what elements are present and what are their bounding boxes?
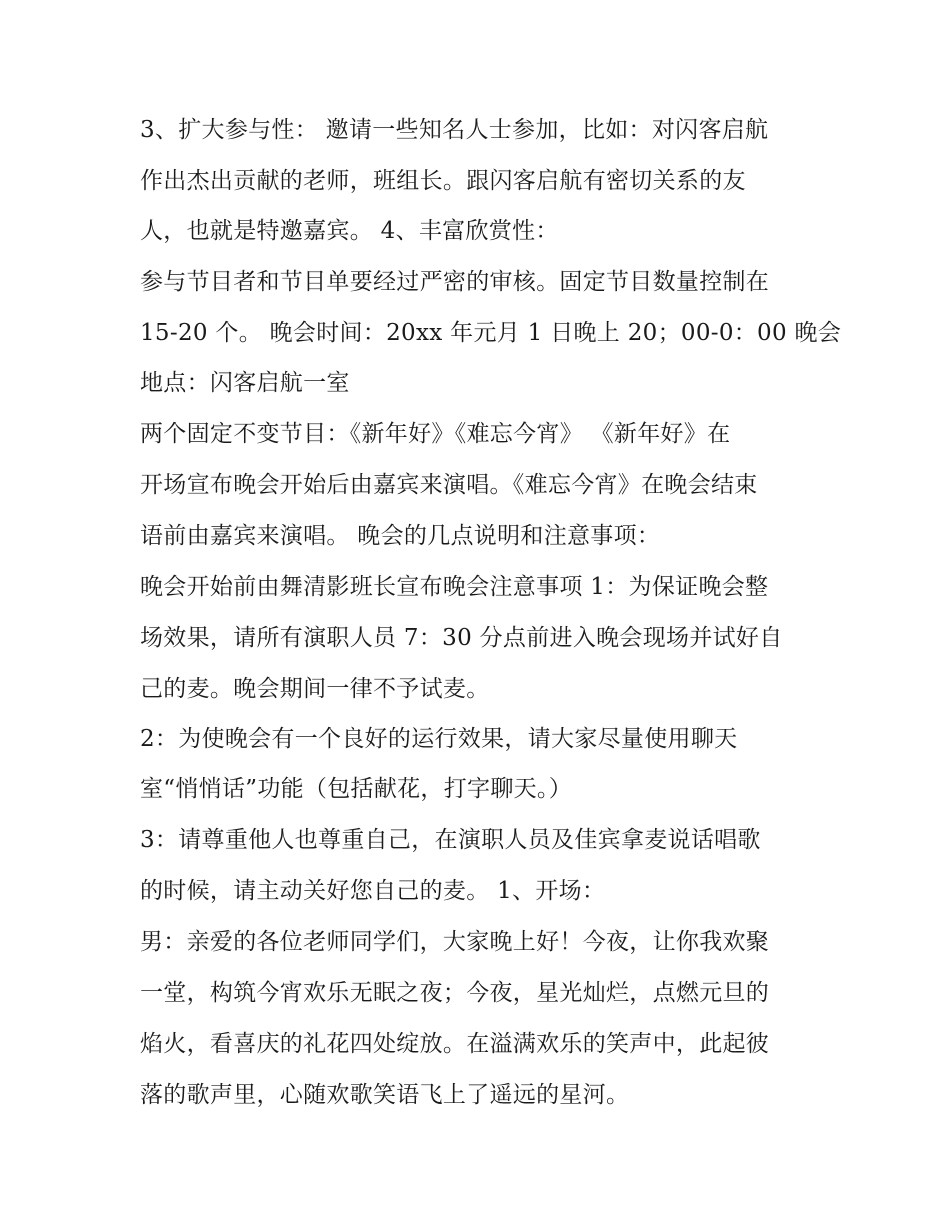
text-line: 开场宣布晚会开始后由嘉宾来演唱。《难忘今宵》在晚会结束 (140, 472, 758, 498)
text-line: 作出杰出贡献的老师，班组长。跟闪客启航有密切关系的友 (140, 168, 746, 194)
text-line: 2：为使晚会有一个良好的运行效果，请大家尽量使用聊天 (140, 726, 738, 752)
text-line: 两个固定不变节目：《新年好》《难忘今宵》 《新年好》在 (140, 421, 731, 447)
text-line: 人，也就是特邀嘉宾。 4、丰富欣赏性： (140, 218, 559, 244)
text-line: 地点：闪客启航一室 (140, 370, 350, 396)
text-line: 己的麦。晚会期间一律不予试麦。 (140, 676, 490, 702)
text-line: 晚会开始前由舞清影班长宣布晚会注意事项 1：为保证晚会整 (140, 574, 769, 600)
text-line: 的时候，请主动关好您自己的麦。 1、开场： (140, 878, 606, 904)
text-line: 焰火，看喜庆的礼花四处绽放。在溢满欢乐的笑声中，此起彼 (140, 1031, 770, 1057)
text-line: 3：请尊重他人也尊重自己，在演职人员及佳宾拿麦说话唱歌 (140, 827, 761, 853)
text-line: 一堂，构筑今宵欢乐无眠之夜；今夜，星光灿烂，点燃元旦的 (140, 980, 770, 1006)
text-line: 室“悄悄话”功能（包括献花，打字聊天。） (140, 776, 573, 802)
text-line: 参与节目者和节目单要经过严密的审核。固定节目数量控制在 (140, 269, 770, 295)
text-line: 3、扩大参与性： 邀请一些知名人士参加，比如：对闪客启航 (140, 117, 769, 143)
text-line: 语前由嘉宾来演唱。 晚会的几点说明和注意事项： (140, 523, 661, 549)
text-line: 落的歌声里，心随欢歌笑语飞上了遥远的星河。 (140, 1082, 630, 1108)
text-line: 15-20 个。 晚会时间：20xx 年元月 1 日晚上 20；00-0：00 晚会 (140, 320, 842, 346)
text-line: 男：亲爱的各位老师同学们，大家晚上好！今夜，让你我欢聚 (140, 929, 770, 955)
text-line: 场效果，请所有演职人员 7：30 分点前进入晚会现场并试好自 (140, 625, 783, 651)
